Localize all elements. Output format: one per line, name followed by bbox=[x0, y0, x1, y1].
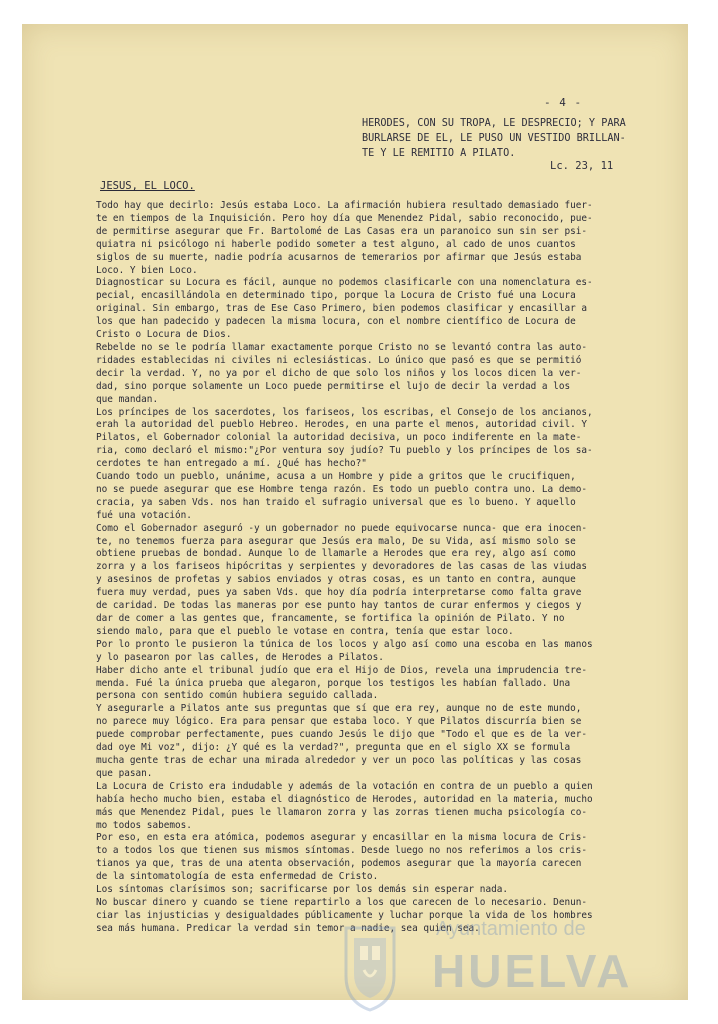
text-line: Los síntomas clarísimos son; sacrificarse por los demás sin esperar nada. bbox=[96, 884, 509, 896]
text-line: Haber dicho ante el tribunal judío que era el Hijo de Dios, revela una imprudencia tre- bbox=[96, 664, 588, 676]
text-line: Todo hay que decirlo: Jesús estaba Loco. La afirmación hubiera resultado demasiado fuer- bbox=[96, 200, 593, 211]
watermark-line1: Ayuntamiento de bbox=[436, 918, 586, 940]
text-line: tianos ya que, tras de una atenta observación, podemos asegurar que la mayoría carecen bbox=[96, 858, 582, 870]
text-line: sea más humana. Predicar la verdad sin temor a nadie, sea quien sea. bbox=[96, 922, 480, 934]
text-line: siglos de su muerte, nadie podría acusarnos de temerarios por afirmar que Jesús estaba bbox=[96, 251, 582, 263]
epigraph-line: HERODES, CON SU TROPA, LE DESPRECIO; Y PARA bbox=[362, 118, 626, 129]
text-line: más que Menendez Pidal, pues le llamaron zorra y las zorras tienen mucha psicología co- bbox=[96, 806, 588, 818]
page-number: - 4 - bbox=[544, 96, 583, 109]
text-line: La Locura de Cristo era indudable y además de la votación en contra de un pueblo a quien bbox=[96, 780, 593, 792]
text-line: quiatra ni psicólogo ni haberle podido someter a test alguno, al cado de unos cuantos bbox=[96, 238, 576, 250]
text-line: mucha gente tras de echar una mirada alrededor y ver un poco las políticas y las cosas bbox=[96, 754, 582, 766]
text-line: mo todos sabemos. bbox=[96, 819, 192, 831]
text-line: no se puede asegurar que ese Hombre tenga razón. Es todo un pueblo contra uno. La demo- bbox=[96, 483, 588, 495]
bible-citation: Lc. 23, 11 bbox=[550, 160, 614, 172]
text-line: menda. Fué la única prueba que alegaron, porque los testigos les habían fallado. Una bbox=[96, 677, 571, 689]
text-line: te en tiempos de la Inquisición. Pero hoy día que Menendez Pidal, sabio reconocido, pue- bbox=[96, 212, 593, 224]
watermark-line2: HUELVA bbox=[432, 945, 633, 997]
text-line: cerdotes te han entregado a mí. ¿Qué has hecho?" bbox=[96, 458, 367, 470]
text-line: y asesinos de profetas y sabios enviados y otras cosas, es un tanto en contra, aunque bbox=[96, 574, 576, 586]
text-line: y lo pasearon por las calles, de Herodes a Pilatos. bbox=[96, 651, 384, 663]
text-line: los que han padecido y padecen la misma locura, con el nombre científico de Locura de bbox=[96, 316, 576, 328]
text-line: puede comprobar perfectamente, pues cuando Jesús le dijo que "Todo el que es de la ver- bbox=[96, 729, 588, 741]
text-line: Loco. Y bien Loco. bbox=[96, 264, 198, 276]
text-line: zorra y a los fariseos hipócritas y serpientes y devoradores de las casas de las viudas bbox=[96, 561, 588, 573]
body-text bbox=[96, 200, 688, 936]
text-line: no parece muy lógico. Era para pensar que estaba loco. Y que Pilatos discurría bien se bbox=[96, 716, 582, 728]
epigraph-line: TE Y LE REMITIO A PILATO. bbox=[362, 148, 516, 159]
text-line: ria, como declaró el mismo:"¿Por ventura soy judío? Tu pueblo y los príncipes de los sa- bbox=[96, 445, 593, 457]
text-line: original. Sin embargo, tras de Ese Caso Primero, bien podemos clasificar y encasillar a bbox=[96, 303, 588, 315]
text-line: Diagnosticar su Locura es fácil, aunque no podemos clasificarle con una nomenclatura es- bbox=[96, 277, 593, 289]
text-line: de permitirse asegurar que Fr. Bartolomé de Las Casas era un paranoico sun sin ser psi- bbox=[96, 225, 588, 237]
text-line: persona con sentido común hubiera seguido callada. bbox=[96, 690, 379, 702]
text-line: dad, sino porque solamente un Loco puede permitirse el lujo de decir la verdad a los bbox=[96, 380, 571, 392]
text-line: erah la autoridad del pueblo Hebreo. Herodes, en una parte el menos, autoridad civil. Y bbox=[96, 419, 588, 431]
text-line: dar de comer a las gentes que, francamente, se fortifica la opinión de Pilato. Y no bbox=[96, 613, 565, 624]
epigraph-line: BURLARSE DE EL, LE PUSO UN VESTIDO BRILLAN- bbox=[362, 133, 626, 144]
text-line: Cristo o Locura de Dios. bbox=[96, 329, 232, 341]
text-line: cracia, ya saben Vds. nos han traido el sufragio universal que es lo bueno. Y aquello bbox=[96, 496, 576, 508]
text-line: obtiene pruebas de bondad. Aunque lo de llamarle a Herodes que era rey, algo así como bbox=[96, 548, 576, 560]
text-line: No buscar dinero y cuando se tiene repartirlo a los que carecen de lo necesario. Denun- bbox=[96, 896, 588, 908]
text-line: que pasan. bbox=[96, 767, 153, 779]
typewritten-page bbox=[22, 24, 688, 1000]
section-title: JESUS, EL LOCO. bbox=[100, 180, 195, 192]
text-line: de caridad. De todas las maneras por ese punto hay tantos de curar enfermos y ciegos y bbox=[96, 600, 582, 612]
text-line: Como el Gobernador aseguró -y un gobernador no puede equivocarse nunca- que era inocen- bbox=[96, 522, 588, 534]
text-line: to a todos los que tienen sus mismos síntomas. Desde luego no nos referimos a los cris- bbox=[96, 845, 588, 857]
text-line: Por eso, en esta era atómica, podemos asegurar y encasillar en la misma locura de Cris- bbox=[96, 832, 588, 844]
text-line: fué una votación. bbox=[96, 509, 192, 521]
text-line: Cuando todo un pueblo, unánime, acusa a un Hombre y pide a gritos que le crucifiquen, bbox=[96, 471, 576, 483]
text-line: había hecho mucho bien, estaba el diagnóstico de Herodes, autoridad en la materia, mucho bbox=[96, 793, 593, 805]
text-line: Y asegurarle a Pilatos ante sus preguntas que sí que era rey, aunque no de este mundo, bbox=[96, 703, 582, 715]
text-line: que mandan. bbox=[96, 393, 159, 405]
text-line: Pilatos, el Gobernador colonial la autoridad decisiva, un poco indiferente en la mate- bbox=[96, 432, 582, 444]
text-line: Rebelde no se le podría llamar exactamente porque Cristo no se levantó contra las auto- bbox=[96, 341, 588, 353]
text-line: siendo malo, para que el pueblo le votase en contra, tenía que estar loco. bbox=[96, 625, 514, 637]
text-line: pecial, encasillándola en determinado tipo, porque la Locura de Cristo fué una Locura bbox=[96, 290, 576, 302]
text-line: ciar las injusticias y desigualdades públicamente y luchar porque la vida de los hombres bbox=[96, 909, 593, 921]
text-line: de la sintomatología de esta enfermedad de Cristo. bbox=[96, 871, 379, 883]
text-line: fuera muy verdad, pues ya saben Vds. que hoy día podría interpretarse como falta grave bbox=[96, 587, 582, 599]
epigraph-quote bbox=[362, 116, 688, 161]
text-line: Los príncipes de los sacerdotes, los fariseos, los escribas, el Consejo de los ancianos, bbox=[96, 406, 593, 418]
text-line: ridades establecidas ni civiles ni eclesiásticas. Lo único que pasó es que se permitió bbox=[96, 354, 582, 366]
text-line: dad oye Mi voz", dijo: ¿Y qué es la verdad?", pregunta que en el siglo XX se formula bbox=[96, 742, 571, 754]
text-line: Por lo pronto le pusieron la túnica de los locos y algo así como una escoba en las manos bbox=[96, 638, 593, 650]
text-line: te, no tenemos fuerza para asegurar que Jesús era malo, De su Vida, así mismo solo se bbox=[96, 535, 576, 547]
text-line: decir la verdad. Y, no ya por el dicho de que solo los niños y los locos dicen la ver- bbox=[96, 367, 582, 379]
coat-of-arms-watermark bbox=[340, 924, 400, 1012]
